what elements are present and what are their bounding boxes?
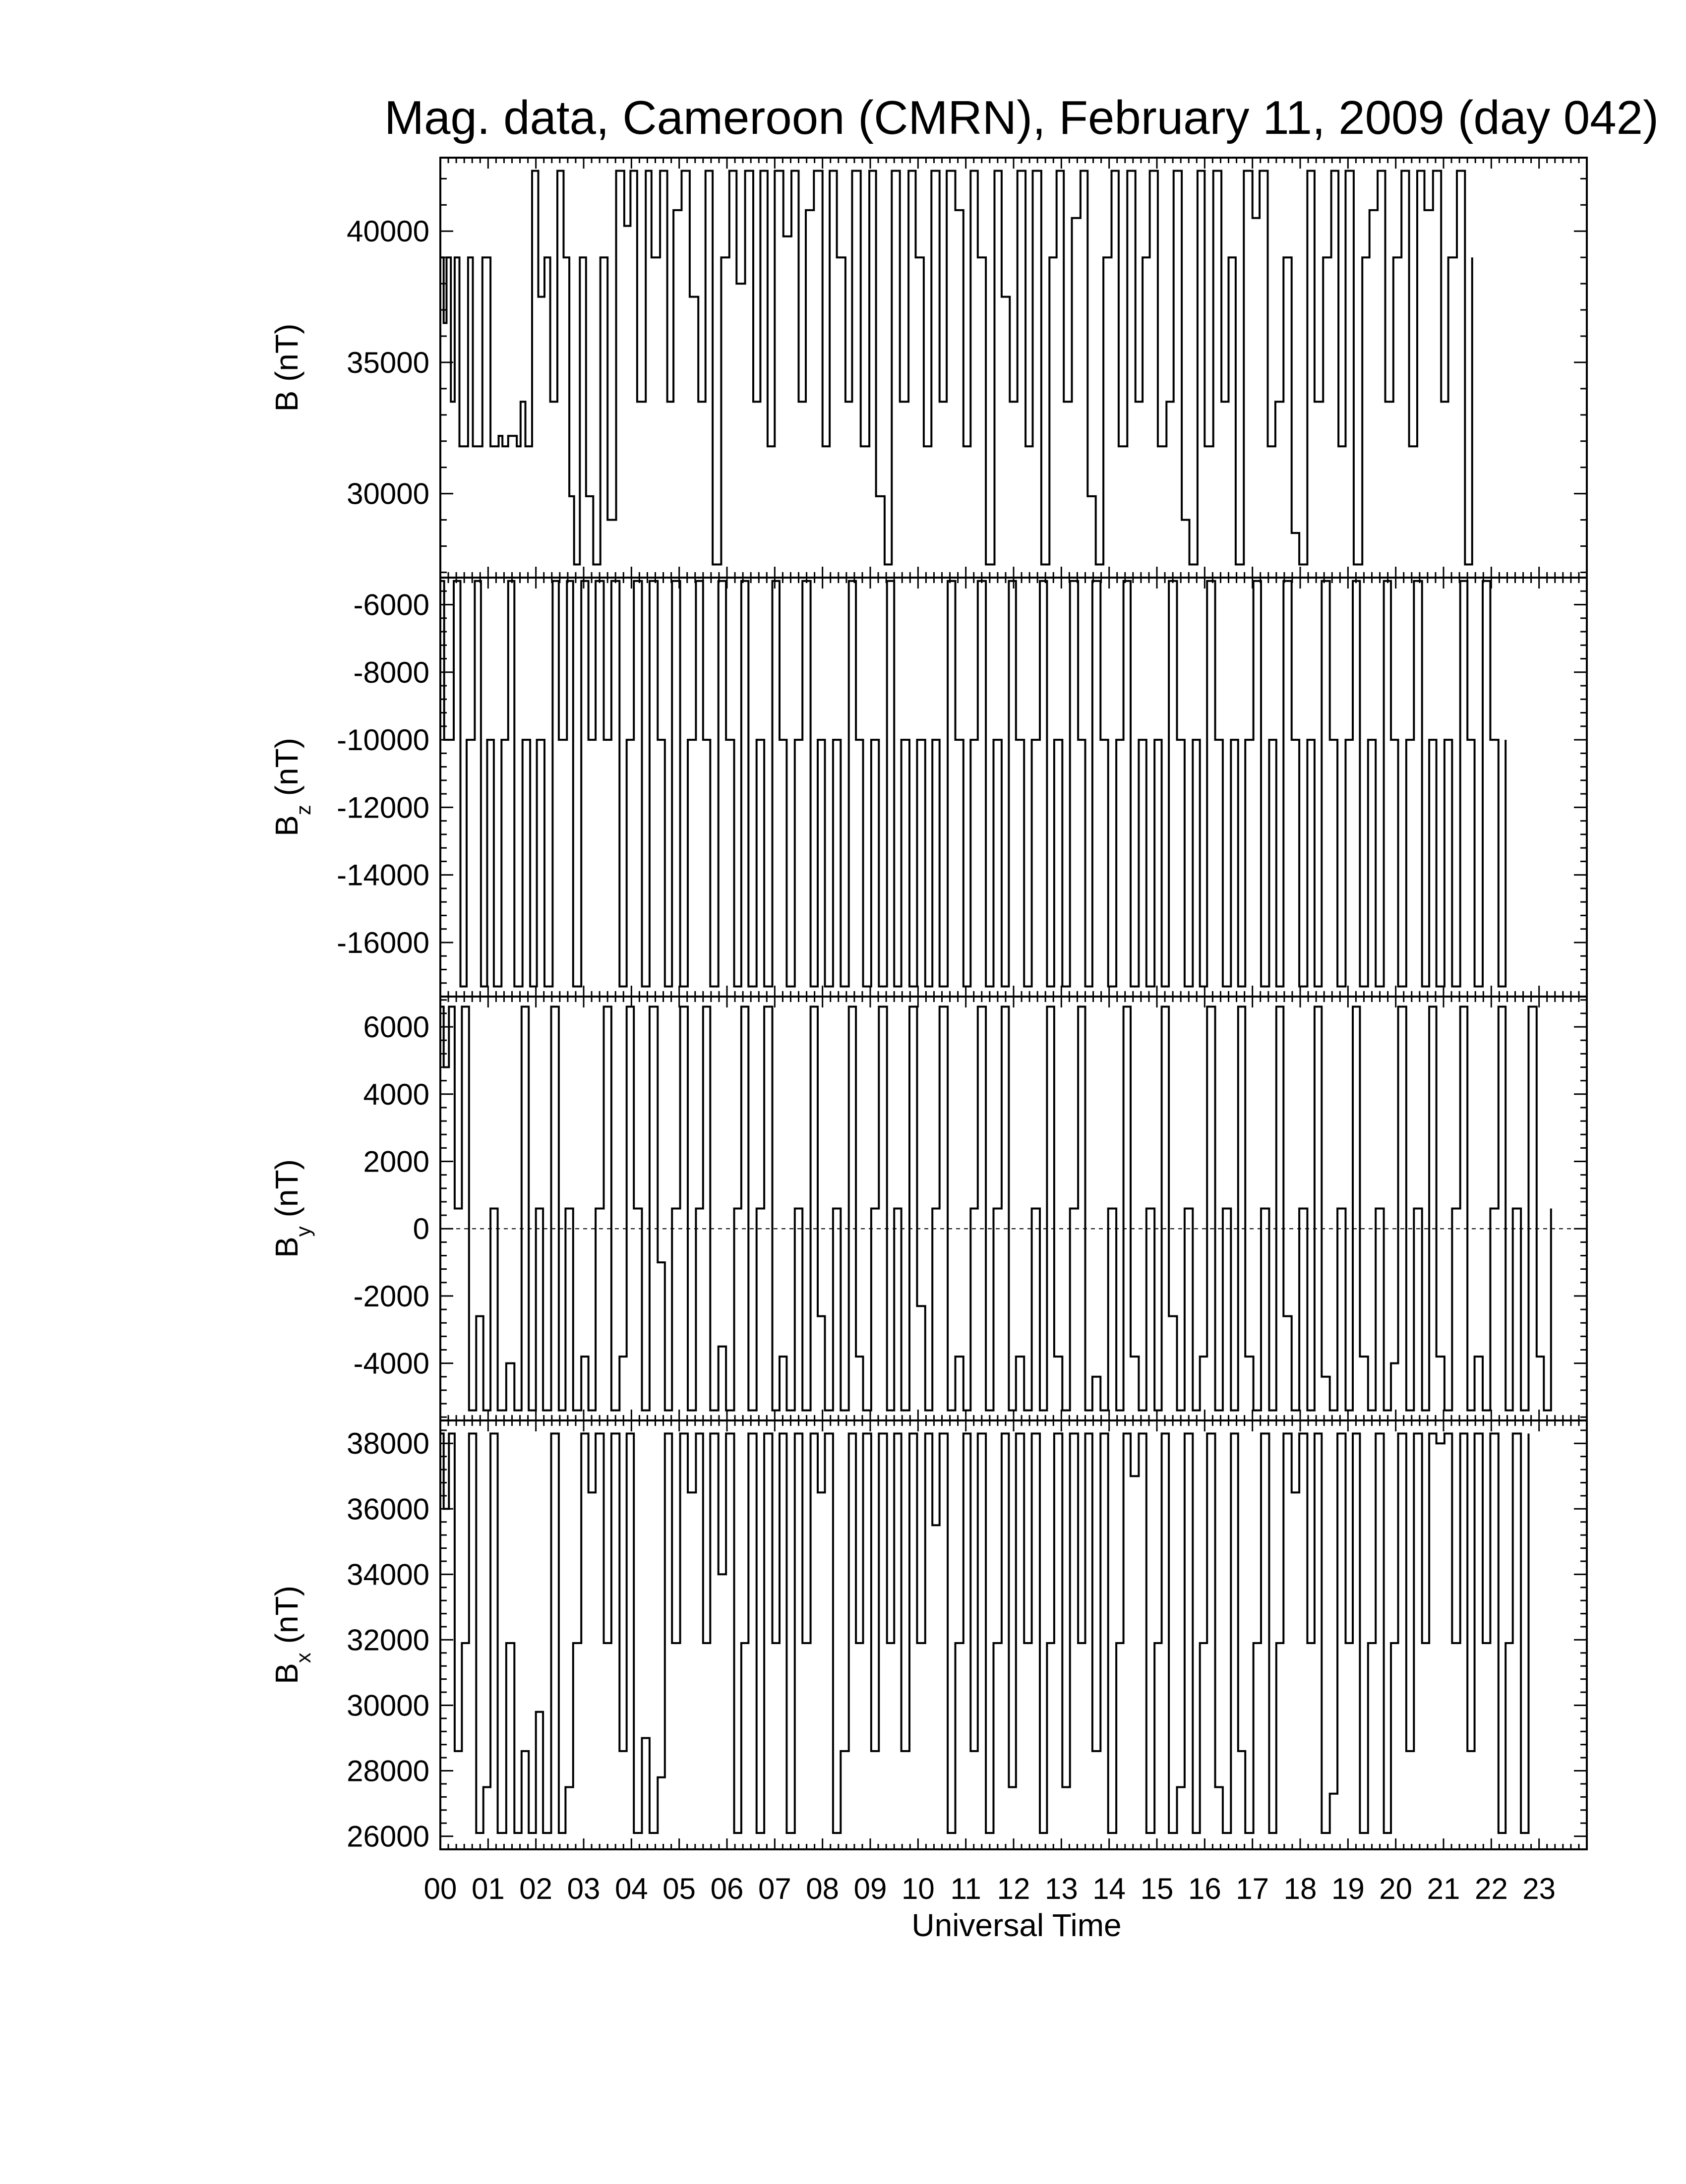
y-axis-label-main: B bbox=[269, 390, 304, 412]
y-tick-label: 38000 bbox=[347, 1427, 429, 1461]
x-tick-label: 00 bbox=[423, 1872, 457, 1905]
x-tick-label: 12 bbox=[997, 1872, 1030, 1905]
x-tick-label: 02 bbox=[519, 1872, 553, 1905]
y-axis-label-subscript: y bbox=[292, 1226, 315, 1237]
x-tick-label: 08 bbox=[806, 1872, 840, 1905]
x-tick-label: 10 bbox=[901, 1872, 935, 1905]
y-tick-label: -10000 bbox=[337, 723, 429, 757]
x-tick-label: 09 bbox=[853, 1872, 887, 1905]
x-axis-label: Universal Time bbox=[911, 1907, 1122, 1943]
y-tick-label: 32000 bbox=[347, 1623, 429, 1657]
x-tick-label: 15 bbox=[1140, 1872, 1174, 1905]
y-tick-label: 35000 bbox=[347, 346, 429, 379]
y-axis-label-main: B bbox=[269, 815, 304, 836]
y-axis-label-main: B bbox=[269, 1237, 304, 1258]
chart-title: Mag. data, Cameroon (CMRN), February 11, 2009 (day 042) bbox=[384, 91, 1659, 144]
y-axis-label-main: B bbox=[269, 1663, 304, 1684]
y-tick-label: 40000 bbox=[347, 215, 429, 248]
x-tick-label: 07 bbox=[758, 1872, 791, 1905]
y-axis-label-subscript: z bbox=[292, 805, 315, 816]
x-tick-label: 01 bbox=[471, 1872, 505, 1905]
x-tick-label: 18 bbox=[1283, 1872, 1317, 1905]
x-tick-label: 17 bbox=[1236, 1872, 1269, 1905]
y-tick-label: 4000 bbox=[363, 1077, 429, 1111]
x-tick-label: 05 bbox=[662, 1872, 696, 1905]
y-axis-label-unit: (nT) bbox=[269, 738, 304, 805]
x-tick-label: 04 bbox=[614, 1872, 648, 1905]
y-tick-label: 30000 bbox=[347, 477, 429, 511]
y-tick-label: 36000 bbox=[347, 1492, 429, 1526]
x-tick-label: 20 bbox=[1379, 1872, 1413, 1905]
y-axis-label-unit: (nT) bbox=[269, 323, 304, 391]
y-tick-label: -12000 bbox=[337, 791, 429, 825]
x-tick-label: 06 bbox=[710, 1872, 744, 1905]
y-axis-label-unit: (nT) bbox=[269, 1586, 304, 1653]
x-tick-label: 14 bbox=[1092, 1872, 1126, 1905]
y-tick-label: 6000 bbox=[363, 1010, 429, 1044]
y-axis-label-unit: (nT) bbox=[269, 1159, 304, 1227]
x-tick-label: 19 bbox=[1331, 1872, 1365, 1905]
y-tick-label: -2000 bbox=[353, 1279, 429, 1313]
x-tick-label: 13 bbox=[1044, 1872, 1078, 1905]
x-tick-label: 23 bbox=[1522, 1872, 1556, 1905]
y-tick-label: 34000 bbox=[347, 1558, 429, 1592]
y-tick-label: -14000 bbox=[337, 858, 429, 892]
x-tick-label: 21 bbox=[1427, 1872, 1460, 1905]
x-tick-label: 11 bbox=[950, 1872, 981, 1905]
y-tick-label: -4000 bbox=[353, 1347, 429, 1380]
y-tick-label: -16000 bbox=[337, 926, 429, 959]
y-axis-label-B bbox=[269, 324, 304, 412]
y-axis-label-subscript: x bbox=[292, 1653, 315, 1663]
y-tick-label: -8000 bbox=[353, 655, 429, 689]
y-tick-label: -6000 bbox=[353, 588, 429, 622]
x-tick-label: 22 bbox=[1474, 1872, 1508, 1905]
y-tick-label: 0 bbox=[413, 1212, 429, 1246]
y-tick-label: 26000 bbox=[347, 1820, 429, 1853]
y-tick-label: 2000 bbox=[363, 1145, 429, 1179]
x-tick-label: 16 bbox=[1188, 1872, 1221, 1905]
x-tick-label: 03 bbox=[567, 1872, 601, 1905]
y-tick-label: 28000 bbox=[347, 1754, 429, 1788]
y-tick-label: 30000 bbox=[347, 1689, 429, 1722]
